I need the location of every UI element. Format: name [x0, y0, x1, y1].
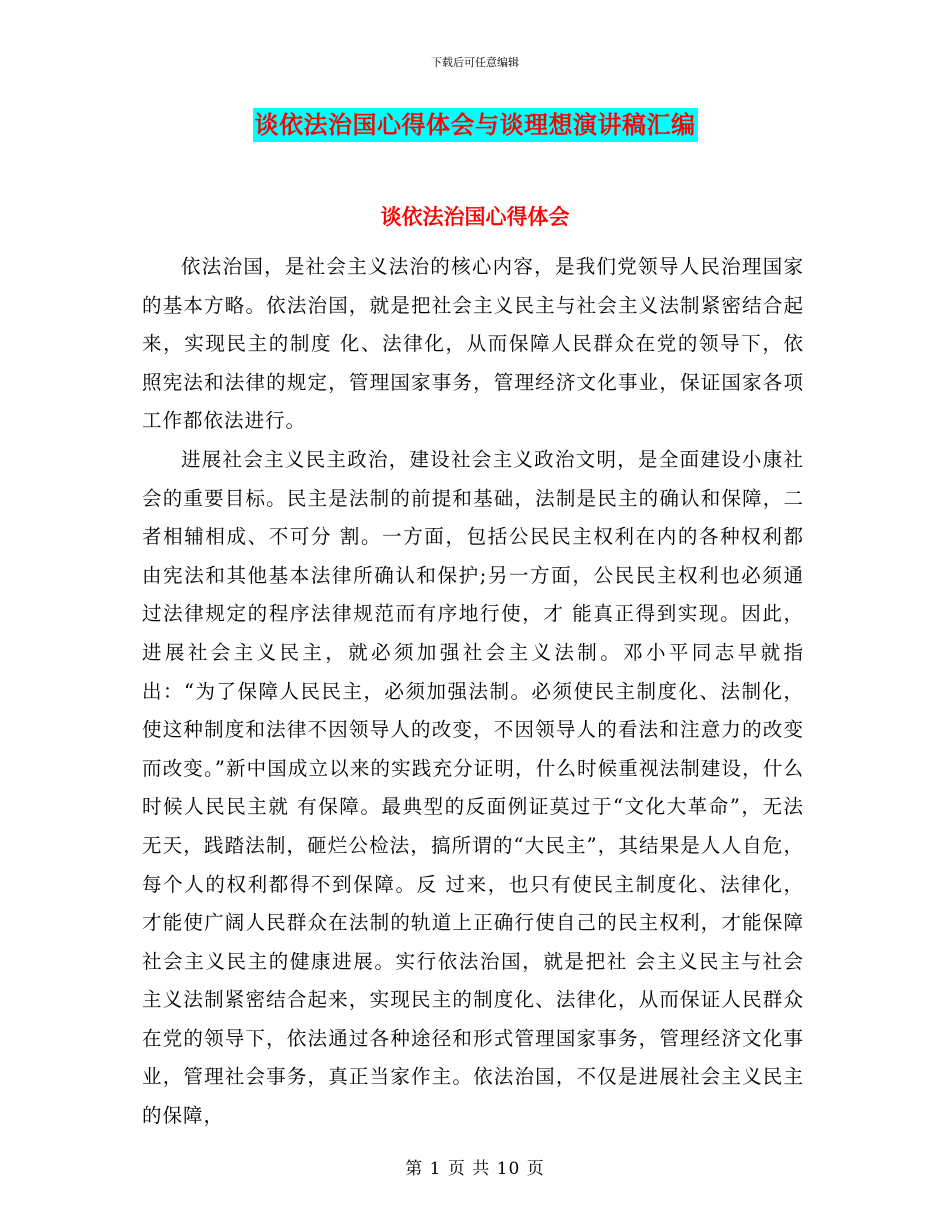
section-title: 谈依法治国心得体会: [380, 204, 570, 229]
paragraph: 进展社会主义民主政治，建设社会主义政治文明，是全面建设小康社会的重要目标。民主是法制的前提和基础，法制是民主的确认和保障，二者相辅相成、不可分 割。一方面，包括公民民主权利在内的各种权利都由宪法和其他基本法律所确认和保护;另一方面，公民民主权利也必须通过法律规定的程序法律规范而有序地行使，才 能真正得到实现。因此，进展社会主义民主，就必须加强社会主义法制。邓小平同志早就指出：“为了保障人民民主，必须加强法制。必须使民主制度化、法制化， 使这种制度和法律不因领导人的改变，不因领导人的看法和注意力的改变而改变。”新中国成立以来的实践充分证明，什么时候重视法制建设，什么时候人民民主就 有保障。最典型的反面例证莫过于“文化大革命”，无法无天，践踏法制，砸烂公检法，搞所谓的“大民主”，其结果是人人自危，每个人的权利都得不到保障。反 过来，也只有使民主制度化、法律化，才能使广阔人民群众在法制的轨道上正确行使自己的民主权利，才能保障社会主义民主的健康进展。实行依法治国，就是把社 会主义民主与社会主义法制紧密结合起来，实现民主的制度化、法律化，从而保证人民群众在党的领导下，依法通过各种途径和形式管理国家事务，管理经济文化事 业，管理社会事务，真正当家作主。依法治国，不仅是进展社会主义民主的保障，: [142, 447, 804, 1128]
main-title-container: [0, 108, 950, 142]
header-note: 下载后可任意编辑: [431, 56, 519, 69]
paragraph: 依法治国，是社会主义法治的核心内容，是我们党领导人民治理国家的基本方略。依法治国，就是把社会主义民主与社会主义法制紧密结合起来，实现民主的制度 化、法律化，从而保障人民群众在党的领导下，依照宪法和法律的规定，管理国家事务，管理经济文化事业，保证国家各项工作都依法进行。: [142, 255, 804, 433]
document-body: [142, 248, 804, 1136]
page-number: 第 1 页 共 10 页: [405, 1159, 545, 1179]
main-title: 谈依法治国心得体会与谈理想演讲稿汇编: [253, 108, 698, 142]
